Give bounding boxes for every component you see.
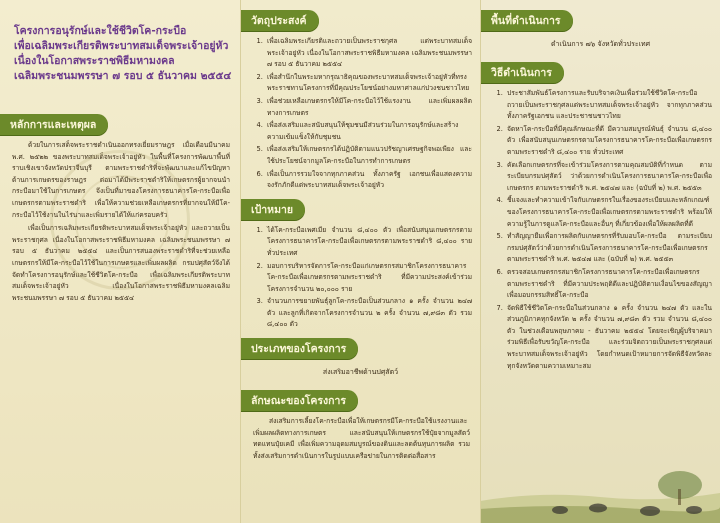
section-header-method: วิธีดำเนินการ [481, 62, 564, 83]
list-item: 6. ตรวจสอบเกษตรกรสมาชิกโครงการธนาคารโค-กระบือเพื่อเกษตรกร ตามพระราชดำริ ที่มีความประพฤติดีและปฏิบัติตามเงื่อนไขของสัญญา เพื่อมอบกรรมสิทธิ์โค-กระบือ [505, 267, 712, 302]
list-item: 1. เพื่อเฉลิมพระเกียรติและถวายเป็นพระราชกุศล แด่พระบาทสมเด็จพระเจ้าอยู่หัว เนื่องในโอกาสพระราชพิธีมหามงคล เฉลิมพระชนมพรรษา ๗ รอบ ๕ ธันวาคม ๒๕๕๔ [265, 36, 472, 71]
project-type-text: ส่งเสริมอาชีพด้านปศุสัตว์ [322, 368, 399, 377]
buffalo-field-illustration [480, 463, 720, 523]
section-header-targets: เป้าหมาย [241, 199, 305, 220]
list-item: 4. ชี้แจงและทำความเข้าใจกับเกษตรกรในเรื่องของระเบียบและหลักเกณฑ์ของโครงการธนาคารโค-กระบือเพื่อเกษตรกรตามพระราชดำริ พร้อมให้ความรู้ในการดูแลโค-กระบือและอื่นๆ ที่เกี่ยวข้องเพื่อให้ผลผลิตที่ดี [505, 195, 712, 230]
paragraph: ส่งเสริมการเลี้ยงโค-กระบือเพื่อให้เกษตรกรมีโค-กระบือใช้แรงงานและเพิ่มผลผลิตทางการเกษตร และสนับสนุนให้เกษตรกรใช้ปุ๋ยจากมูลสัตว์ทดแทนปุ๋ยเคมี เพื่อเพิ่มความอุดมสมบูรณ์ของดินและลดต้นทุนการผลิต รวมทั้งส่งเสริมการดำเนินการในรูปแบบเครือข่ายในการติดต่อสื่อสาร [253, 417, 470, 460]
list-item: 6. เพื่อเป็นการรวมใจจากทุกภาคส่วน ทั้งภาครัฐ เอกชนเพื่อแสดงความจงรักภักดีแด่พระบาทสมเด็จพระเจ้าอยู่หัว [265, 169, 472, 192]
title-line: เพื่อเฉลิมพระเกียรติพระบาทสมเด็จพระเจ้าอยู่หัว [14, 40, 229, 52]
section-header-project-nature: ลักษณะของโครงการ [241, 390, 358, 411]
title-line: เฉลิมพระชนมพรรษา ๗ รอบ ๕ ธันวาคม ๒๕๕๔ [14, 70, 232, 82]
list-item: 3. เพื่อช่วยเหลือเกษตรกรให้มีโค-กระบือไว้ใช้แรงงาน และเพิ่มผลผลิตทางการเกษตร [265, 96, 472, 119]
paragraph: เพื่อเป็นการเฉลิมพระเกียรติพระบาทสมเด็จพระเจ้าอยู่หัว และถวายเป็นพระราชกุศล เนื่องในโอกาสพระราชพิธีมหามงคล เฉลิมพระชนมพรรษา ๗ รอบ ๕ ธันวาคม ๒๕๕๔ และเป็นการสนองพระราชดำริที่จะช่วยเหลือเกษตรกรให้มีโค-กระบือไว้ใช้ในการเกษตรและเพิ่มผลผลิต กรมปศุสัตว์จึงได้จัดทำโครงการอนุรักษ์และใช้ชีวิตโค-กระบือ เพื่อเฉลิมพระเกียรติพระบาทสมเด็จพระเจ้าอยู่หัว เนื่องในโอกาสพระราชพิธีมหามงคลเฉลิมพระชนมพรรษา ๗ รอบ ๕ ธันวาคม ๒๕๕๔ [12, 224, 230, 302]
list-item: 4. เพื่อส่งเสริมและสนับสนุนให้ชุมชนมีส่วนร่วมในการอนุรักษ์และสร้างความเข้มแข็งให้กับชุมชน [265, 120, 472, 143]
watermark-logo [50, 150, 190, 290]
list-item: 7. จัดพิธีใช้ชีวิตโค-กระบือในส่วนกลาง ๑ ครั้ง จำนวน ๒๔๗ ตัว และในส่วนภูมิภาคทุกจังหวัด ๒ ครั้ง จำนวน ๗,๙๘๓ ตัว รวม จำนวน ๘,๔๐๐ ตัว ในช่วงเดือนพฤษภาคม - ธันวาคม ๒๕๕๔ โดยจะเชิญผู้บริจาคมาร่วมพิธีเพื่อรับขวัญโค-กระบือ และร่วมจิตถวายเป็นพระราชกุศลแด่พระบาทสมเด็จพระเจ้าอยู่หัว โดยกำหนดเป้าหมายการจัดพิธีจังหวัดละ ทุกจังหวัดตามความเหมาะสม [505, 303, 712, 373]
list-item: 5. เพื่อส่งเสริมให้เกษตรกรได้ปฏิบัติตามแนวปรัชญาเศรษฐกิจพอเพียง และใช้ประโยชน์จากมูลโค-กระบือในการทำการเกษตร [265, 144, 472, 167]
list-item: 3. จำนวนการขยายพันธุ์ลูกโค-กระบือเป็นส่วนกลาง ๑ ครั้ง จำนวน ๒๔๗ ตัว และลูกที่เกิดจากโครงการจำนวน ๒ ครั้ง จำนวน ๗,๙๘๓ ตัว รวม ๘,๔๐๐ ตัว [265, 296, 472, 331]
objectives-list [249, 36, 472, 192]
list-item: 2. เพื่อสำนึกในพระมหากรุณาธิคุณของพระบาทสมเด็จพระเจ้าอยู่หัวที่ทรงพระราชทานโครงการที่มีคุณประโยชน์อย่างมหาศาลแก่ปวงชนชาวไทย [265, 72, 472, 95]
section-header-area: พื้นที่ดำเนินการ [481, 10, 573, 31]
section-header-rationale: หลักการและเหตุผล [0, 114, 108, 135]
list-item: 1. ประชาสัมพันธ์โครงการและรับบริจาคเงินเพื่อร่วมใช้ชีวิตโค-กระบือ ถวายเป็นพระราชกุศลแด่พระบาทสมเด็จพระเจ้าอยู่หัว จากทุกภาคส่วน ทั้งภาครัฐเอกชน และประชาชนชาวไทย [505, 88, 712, 123]
list-item: 5. ทำสัญญายืมเพื่อการผลิตกับเกษตรกรที่รับมอบโค-กระบือ ตามระเบียบกรมปศุสัตว์ว่าด้วยการดำเนินโครงการธนาคารโค-กระบือเพื่อเกษตรกร ตามพระราชดำริ พ.ศ. ๒๕๔๗ และ (ฉบับที่ ๒) พ.ศ. ๒๕๕๓ [505, 231, 712, 266]
list-item: 2. จัดหาโค-กระบือที่มีคุณลักษณะที่ดี มีความสมบูรณ์พันธุ์ จำนวน ๘,๔๐๐ ตัว เพื่อสนับสนุนเกษตรกรตามโครงการธนาคารโค-กระบือเพื่อเกษตรกร ตามพระราชดำริ ๘,๔๐๐ ราย ทั่วประเทศ [505, 124, 712, 159]
project-nature-text [253, 416, 470, 462]
list-item: 3. คัดเลือกเกษตรกรที่จะเข้าร่วมโครงการตามคุณสมบัติที่กำหนด ตามระเบียบกรมปศุสัตว์ ว่าด้วยการดำเนินโครงการธนาคารโค-กระบือเพื่อเกษตรกร ตามพระราชดำริ พ.ศ. ๒๕๔๗ และ (ฉบับที่ ๒) พ.ศ. ๒๕๕๓ [505, 160, 712, 195]
panel-right [480, 0, 720, 523]
targets-list [249, 225, 472, 331]
area-text: ดำเนินการ ๗๖ จังหวัดทั่วประเทศ [550, 40, 651, 48]
section-header-objectives: วัตถุประสงค์ [241, 10, 319, 31]
list-item: 2. มอบการบริหารจัดการโค-กระบือแก่เกษตรกรสมาชิกโครงการธนาคารโค-กระบือเพื่อเกษตรกรตามพระราชดำริ ที่มีความประสงค์เข้าร่วมโครงการจำนวน ๒๐,๐๐๐ ราย [265, 261, 472, 296]
list-item: 1. ได้โค-กระบือเพศเมีย จำนวน ๘,๔๐๐ ตัว เพื่อสนับสนุนเกษตรกรตามโครงการธนาคารโค-กระบือเพื่อเกษตรกรตามพระราชดำริ ๘,๔๐๐ ราย ทั่วประเทศ [265, 225, 472, 260]
document-title [14, 24, 232, 84]
method-list [489, 88, 712, 372]
panel-left [0, 0, 240, 523]
title-line: เนื่องในโอกาสพระราชพิธีมหามงคล [14, 55, 175, 67]
paragraph: ด้วยในการเสด็จพระราชดำเนินออกทรงเยี่ยมราษฎร เมื่อเดือนมีนาคม พ.ศ. ๒๕๒๒ ของพระบาทสมเด็จพระเจ้าอยู่หัว ในพื้นที่โครงการพัฒนาพื้นที่ราบเชิงเขาจังหวัดปราจีนบุรี ตามพระราชดำริที่จะพัฒนาและแก้ไขปัญหาด้านการเกษตรของราษฎร ต่อมาได้มีพระราชดำริให้เกษตรกรผู้ยากจนนำกระบือมาใช้ในการเกษตร จึงเป็นที่มาของโครงการธนาคารโค-กระบือเพื่อเกษตรกรตามพระราชดำริ เพื่อให้ความช่วยเหลือเกษตรกรที่ยากจนให้มีโค-กระบือไว้ใช้งานในไร่นาและเพิ่มรายได้ให้แก่ครอบครัว [12, 141, 230, 219]
title-line: โครงการอนุรักษ์และใช้ชีวิตโค-กระบือ [14, 25, 187, 37]
panel-middle [240, 0, 480, 523]
section-header-project-type: ประเภทของโครงการ [241, 338, 358, 359]
